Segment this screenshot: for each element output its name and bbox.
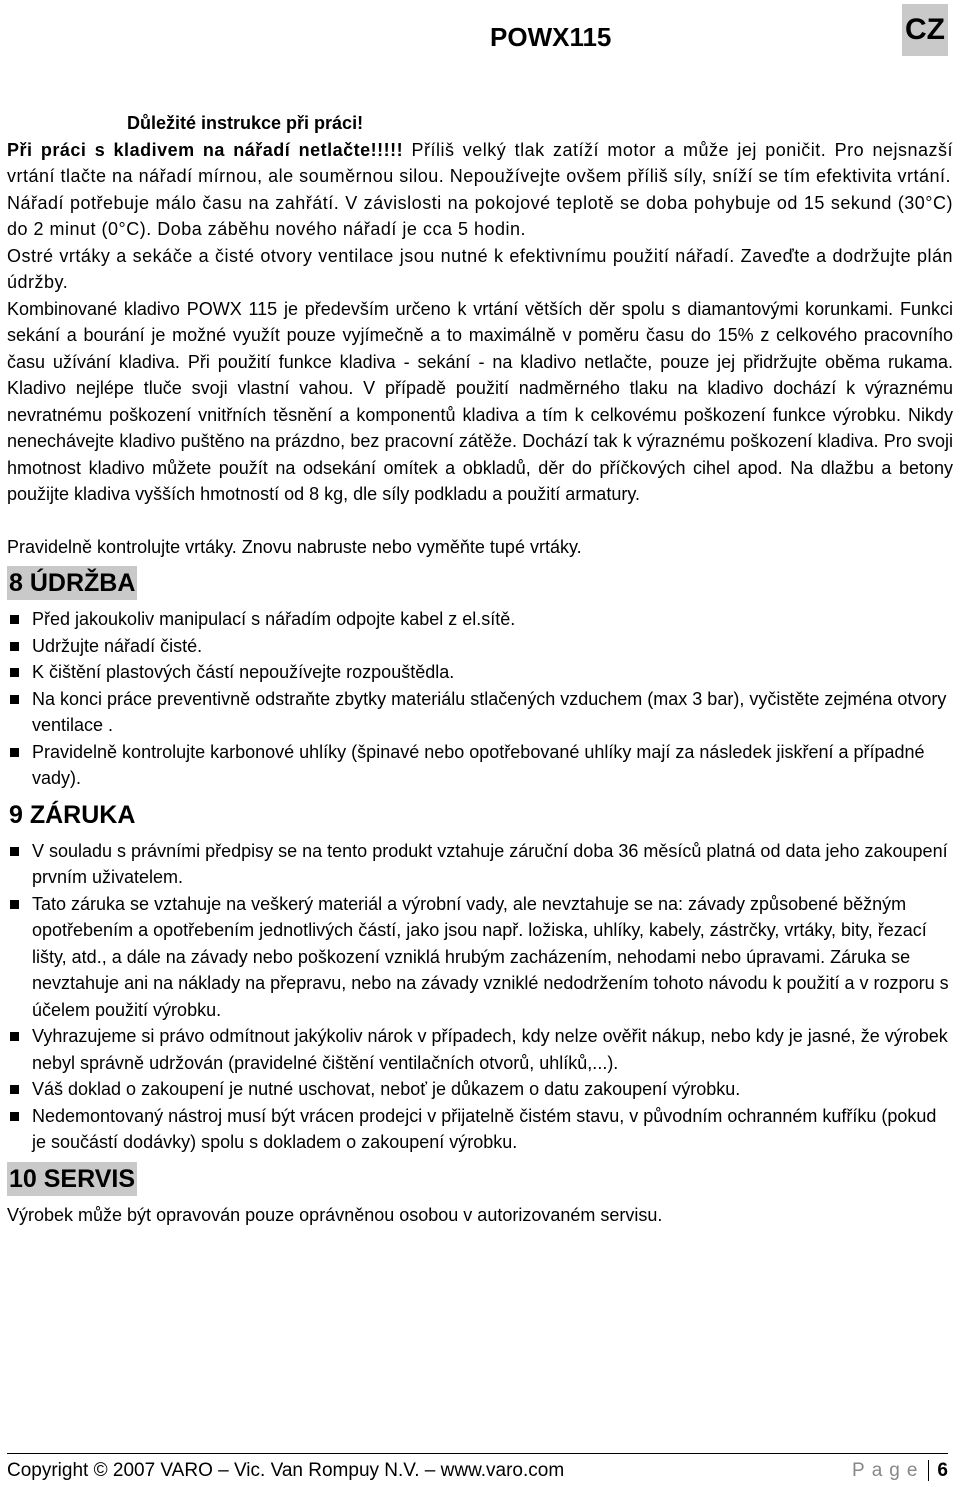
list-item: Před jakoukoliv manipulací s nářadím odpojte kabel z el.sítě. <box>7 606 953 633</box>
list-item: Pravidelně kontrolujte karbonové uhlíky (špinavé nebo opotřebované uhlíky mají za následek jiskření a případné vady). <box>7 739 953 792</box>
list-item: K čištění plastových částí nepoužívejte rozpouštědla. <box>7 659 953 686</box>
language-badge: CZ <box>902 4 948 56</box>
instructions-bold-lead: Při práci s kladivem na nářadí netlačte!!!!! <box>7 139 404 160</box>
instructions-paragraph-3: Ostré vrtáky a sekáče a čisté otvory ventilace jsou nutné k efektivnímu použití nářadí. Zaveďte a dodržujte plán údržby. <box>7 245 953 292</box>
instructions-paragraph-2: Nářadí potřebuje málo času na zahřátí. V závislosti na pokojové teplotě se doba pohybuje od 15 sekund (30°C) do 2 minut (0°C). Doba záběhu nového nářadí je cca 5 hodin. <box>7 192 953 239</box>
list-item: Udržujte nářadí čisté. <box>7 633 953 660</box>
list-item: Tato záruka se vztahuje na veškerý materiál a výrobní vady, ale nevztahuje se na: závady způsobené běžným opotřebením a opotřebením jednotlivých částí, jako jsou např. ložiska, uhlíky, kabely, zástrčky, vrtáky, bity, řezací lišty, atd., a dále na závady nebo poškození vzniklá hrubým zacházením, nehodami nebo úpravami. Záruka se nevztahuje ani na náklady na přepravu, nebo na závady vzniklé nedodržením tohoto návodu k použití a v rozporu s účelem použití výrobku. <box>7 891 953 1024</box>
footer-copyright: Copyright © 2007 VARO – Vic. Van Rompuy N.V. – www.varo.com <box>7 1460 565 1481</box>
list-item: Vyhrazujeme si právo odmítnout jakýkoliv nárok v případech, kdy nelze ověřit nákup, nebo kdy je jasné, že výrobek nebyl správně udržován (pravidelné čištění ventilačních otvorů, uhlíků,...). <box>7 1023 953 1076</box>
page-content <box>7 110 953 1228</box>
instructions-paragraph-5: Pravidelně kontrolujte vrtáky. Znovu nabruste nebo vyměňte tupé vrtáky. <box>7 536 582 557</box>
list-item: Nedemontovaný nástroj musí být vrácen prodejci v přijatelně čistém stavu, v původním ochranném kufříku (pokud je součástí dodávky) spolu s dokladem o zakoupení výrobku. <box>7 1103 953 1156</box>
maintenance-list <box>7 606 953 792</box>
section-title-warranty: 9 ZÁRUKA <box>9 800 136 829</box>
footer-page <box>852 1460 948 1482</box>
instructions-paragraph-1 <box>7 137 953 190</box>
list-item: Na konci práce preventivně odstraňte zbytky materiálu stlačených vzduchem (max 3 bar), vyčistěte zejména otvory ventilace . <box>7 686 953 739</box>
list-item: Váš doklad o zakoupení je nutné uschovat, neboť je důkazem o datu zakoupení výrobku. <box>7 1076 953 1103</box>
instructions-p1-text: Příliš velký tlak zatíží motor a může jej poničit. Pro nejsnazší vrtání tlačte na nářadí mírnou, ale souměrnou silou. Nepoužívejte ovšem příliš síly, sníží se tím efektivita vrtání. <box>7 139 953 186</box>
instructions-paragraph-4: Kombinované kladivo POWX 115 je především určeno k vrtání větších děr spolu s diamantovými korunkami. Funkci sekání a bourání je možné využít pouze vyjímečně a to maximálně v poměru času do 15% z celkového pracovního času užívání kladiva. Při použití funkce kladiva - sekání - na kladivo netlačte, pouze jej přidržujte oběma rukama. Kladivo nejlépe tluče svoji vlastní vahou. V případě použití nadměrného tlaku na kladivo dochází k výraznému nevratnému poškození vnitřních těsnění a komponentů kladiva a tím k celkovému poškození funkce výrobku. Nikdy nenechávejte kladivo puštěno na prázdno, bez pracovní zátěže. Dochází tak k výraznému poškození kladiva. Pro svoji hmotnost kladivo můžete použít na odsekání omítek a obkladů, děr do příčkových cihel apod. Na dlažbu a betony použijte kladiva vyšších hmotností od 8 kg, dle síly podkladu a použití armatury. <box>7 298 953 504</box>
header-model: POWX115 <box>490 22 612 52</box>
page-label: Page <box>852 1460 925 1481</box>
list-item: V souladu s právními předpisy se na tento produkt vztahuje záruční doba 36 měsíců platná od data jeho zakoupení prvním uživatelem. <box>7 838 953 891</box>
instructions-title: Důležité instrukce při práci! <box>127 113 364 133</box>
service-text: Výrobek může být opravován pouze oprávněnou osobou v autorizovaném servisu. <box>7 1204 663 1225</box>
page-footer <box>7 1453 948 1482</box>
warranty-list <box>7 838 953 1156</box>
page-number: 6 <box>928 1460 948 1481</box>
section-title-maintenance: 8 ÚDRŽBA <box>7 566 137 600</box>
section-title-service: 10 SERVIS <box>7 1162 137 1196</box>
